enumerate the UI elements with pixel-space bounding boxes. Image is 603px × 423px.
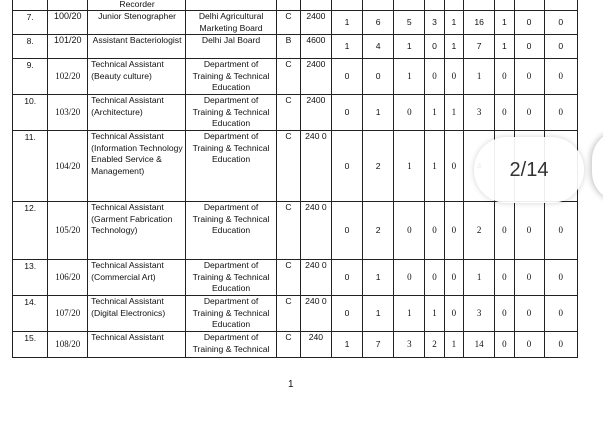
department-cell: Department of Training & Technical Education: [185, 131, 276, 202]
scroll-handle[interactable]: [592, 130, 603, 202]
count-cell: 0: [544, 296, 577, 332]
count-cell: 0: [444, 59, 463, 95]
page-number: 1: [288, 379, 294, 390]
department-cell: [185, 0, 276, 11]
count-cell: 16: [464, 11, 495, 35]
category-cell: C: [277, 95, 301, 131]
category-cell: C: [277, 332, 301, 358]
category-cell: C: [277, 59, 301, 95]
count-cell: 0: [544, 260, 577, 296]
count-cell: 3: [425, 11, 444, 35]
count-cell: 3: [464, 296, 495, 332]
count-cell: [514, 0, 544, 11]
count-cell: 2: [363, 202, 394, 260]
count-cell: 2: [464, 202, 495, 260]
post-code-cell: 100/20: [48, 11, 88, 35]
count-cell: [394, 0, 425, 11]
count-cell: 0: [444, 202, 463, 260]
count-cell: 6: [363, 11, 394, 35]
count-cell: 2: [425, 332, 444, 358]
count-cell: [544, 0, 577, 11]
count-cell: 1: [444, 11, 463, 35]
grade-pay-cell: [300, 0, 331, 11]
count-cell: 14: [464, 332, 495, 358]
post-code-cell: 101/20: [48, 35, 88, 59]
count-cell: 1: [331, 11, 362, 35]
serial-number-cell: 14.: [13, 296, 48, 332]
count-cell: 0: [331, 95, 362, 131]
count-cell: [495, 0, 514, 11]
grade-pay-cell: 240: [300, 332, 331, 358]
grade-pay-cell: 2400: [300, 59, 331, 95]
category-cell: C: [277, 11, 301, 35]
count-cell: 0: [514, 59, 544, 95]
count-cell: 0: [331, 260, 362, 296]
department-cell: Department of Training & Technical: [185, 332, 276, 358]
count-cell: 0: [514, 260, 544, 296]
count-cell: 0: [495, 202, 514, 260]
post-code-cell: 105/20: [48, 202, 88, 260]
grade-pay-cell: 4600: [300, 35, 331, 59]
serial-number-cell: 12.: [13, 202, 48, 260]
serial-number-cell: 8.: [13, 35, 48, 59]
count-cell: 0: [514, 202, 544, 260]
count-cell: 0: [495, 332, 514, 358]
serial-number-cell: 15.: [13, 332, 48, 358]
count-cell: 0: [514, 332, 544, 358]
count-cell: 0: [331, 202, 362, 260]
count-cell: 1: [425, 296, 444, 332]
department-cell: Delhi Agricultural Marketing Board: [185, 11, 276, 35]
count-cell: 1: [444, 95, 463, 131]
count-cell: 1: [495, 35, 514, 59]
count-cell: 1: [495, 11, 514, 35]
count-cell: 0: [495, 260, 514, 296]
grade-pay-cell: 2400: [300, 95, 331, 131]
category-cell: B: [277, 35, 301, 59]
count-cell: 1: [425, 131, 444, 202]
table-row: [13, 59, 578, 95]
post-code-cell: 102/20: [48, 59, 88, 95]
department-cell: Department of Training & Technical Education: [185, 296, 276, 332]
count-cell: 3: [394, 332, 425, 358]
count-cell: 5: [394, 11, 425, 35]
count-cell: 0: [544, 11, 577, 35]
table-row: [13, 260, 578, 296]
count-cell: 0: [495, 95, 514, 131]
count-cell: 0: [514, 35, 544, 59]
count-cell: 0: [331, 296, 362, 332]
grade-pay-cell: 240 0: [300, 202, 331, 260]
category-cell: C: [277, 296, 301, 332]
serial-number-cell: 11.: [13, 131, 48, 202]
count-cell: 3: [464, 95, 495, 131]
count-cell: 0: [495, 59, 514, 95]
count-cell: 0: [544, 59, 577, 95]
count-cell: 0: [331, 59, 362, 95]
count-cell: 0: [514, 11, 544, 35]
post-code-cell: 103/20: [48, 95, 88, 131]
count-cell: 0: [544, 202, 577, 260]
count-cell: 1: [331, 332, 362, 358]
count-cell: [444, 0, 463, 11]
serial-number-cell: 10.: [13, 95, 48, 131]
post-name-cell: Technical Assistant (Beauty culture): [88, 59, 186, 95]
count-cell: 0: [394, 202, 425, 260]
department-cell: Department of Training & Technical Education: [185, 59, 276, 95]
table-row: [13, 332, 578, 358]
count-cell: 0: [444, 296, 463, 332]
count-cell: 1: [425, 95, 444, 131]
post-name-cell: Junior Stenographer: [88, 11, 186, 35]
post-code-cell: [48, 0, 88, 11]
serial-number-cell: [13, 0, 48, 11]
department-cell: Department of Training & Technical Education: [185, 202, 276, 260]
table-row: [13, 95, 578, 131]
count-cell: 1: [331, 35, 362, 59]
post-name-cell: Technical Assistant (Architecture): [88, 95, 186, 131]
count-cell: 1: [464, 260, 495, 296]
count-cell: 1: [363, 95, 394, 131]
count-cell: 1: [444, 35, 463, 59]
table-row: [13, 11, 578, 35]
count-cell: [425, 0, 444, 11]
count-cell: 0: [544, 95, 577, 131]
page-indicator: 2/14: [474, 137, 584, 203]
count-cell: 7: [363, 332, 394, 358]
category-cell: C: [277, 260, 301, 296]
table-row: [13, 296, 578, 332]
count-cell: 1: [394, 296, 425, 332]
count-cell: 0: [514, 95, 544, 131]
grade-pay-cell: 240 0: [300, 260, 331, 296]
grade-pay-cell: 240 0: [300, 296, 331, 332]
category-cell: C: [277, 131, 301, 202]
department-cell: Department of Training & Technical Education: [185, 95, 276, 131]
count-cell: 0: [495, 296, 514, 332]
department-cell: Delhi Jal Board: [185, 35, 276, 59]
post-name-cell: Technical Assistant: [88, 332, 186, 358]
serial-number-cell: 7.: [13, 11, 48, 35]
count-cell: 0: [394, 260, 425, 296]
post-code-cell: 107/20: [48, 296, 88, 332]
count-cell: 0: [444, 131, 463, 202]
count-cell: 0: [394, 95, 425, 131]
count-cell: 1: [394, 59, 425, 95]
count-cell: 0: [544, 35, 577, 59]
post-name-cell: Technical Assistant (Digital Electronics): [88, 296, 186, 332]
department-cell: Department of Training & Technical Education: [185, 260, 276, 296]
post-code-cell: 108/20: [48, 332, 88, 358]
post-name-cell: Technical Assistant (Information Technology Enabled Service & Management): [88, 131, 186, 202]
count-cell: 1: [394, 35, 425, 59]
count-cell: 0: [544, 332, 577, 358]
count-cell: 0: [444, 260, 463, 296]
post-code-cell: 106/20: [48, 260, 88, 296]
serial-number-cell: 9.: [13, 59, 48, 95]
count-cell: 0: [425, 35, 444, 59]
count-cell: [464, 0, 495, 11]
count-cell: 1: [464, 59, 495, 95]
count-cell: 0: [363, 59, 394, 95]
grade-pay-cell: 240 0: [300, 131, 331, 202]
table-row: [13, 202, 578, 260]
count-cell: 7: [464, 35, 495, 59]
post-name-cell: Technical Assistant (Commercial Art): [88, 260, 186, 296]
table-row: [13, 0, 578, 11]
count-cell: 0: [425, 260, 444, 296]
count-cell: 0: [425, 202, 444, 260]
count-cell: 1: [363, 296, 394, 332]
count-cell: 4: [363, 35, 394, 59]
count-cell: 0: [514, 296, 544, 332]
count-cell: 0: [331, 131, 362, 202]
post-name-cell: Recorder: [88, 0, 186, 11]
count-cell: 1: [363, 260, 394, 296]
post-name-cell: Assistant Bacteriologist: [88, 35, 186, 59]
count-cell: 1: [444, 332, 463, 358]
count-cell: 1: [394, 131, 425, 202]
table-row: [13, 35, 578, 59]
post-name-cell: Technical Assistant (Garment Fabrication Technology): [88, 202, 186, 260]
serial-number-cell: 13.: [13, 260, 48, 296]
count-cell: [363, 0, 394, 11]
count-cell: 0: [425, 59, 444, 95]
count-cell: 2: [363, 131, 394, 202]
post-code-cell: 104/20: [48, 131, 88, 202]
category-cell: [277, 0, 301, 11]
count-cell: [331, 0, 362, 11]
grade-pay-cell: 2400: [300, 11, 331, 35]
category-cell: C: [277, 202, 301, 260]
